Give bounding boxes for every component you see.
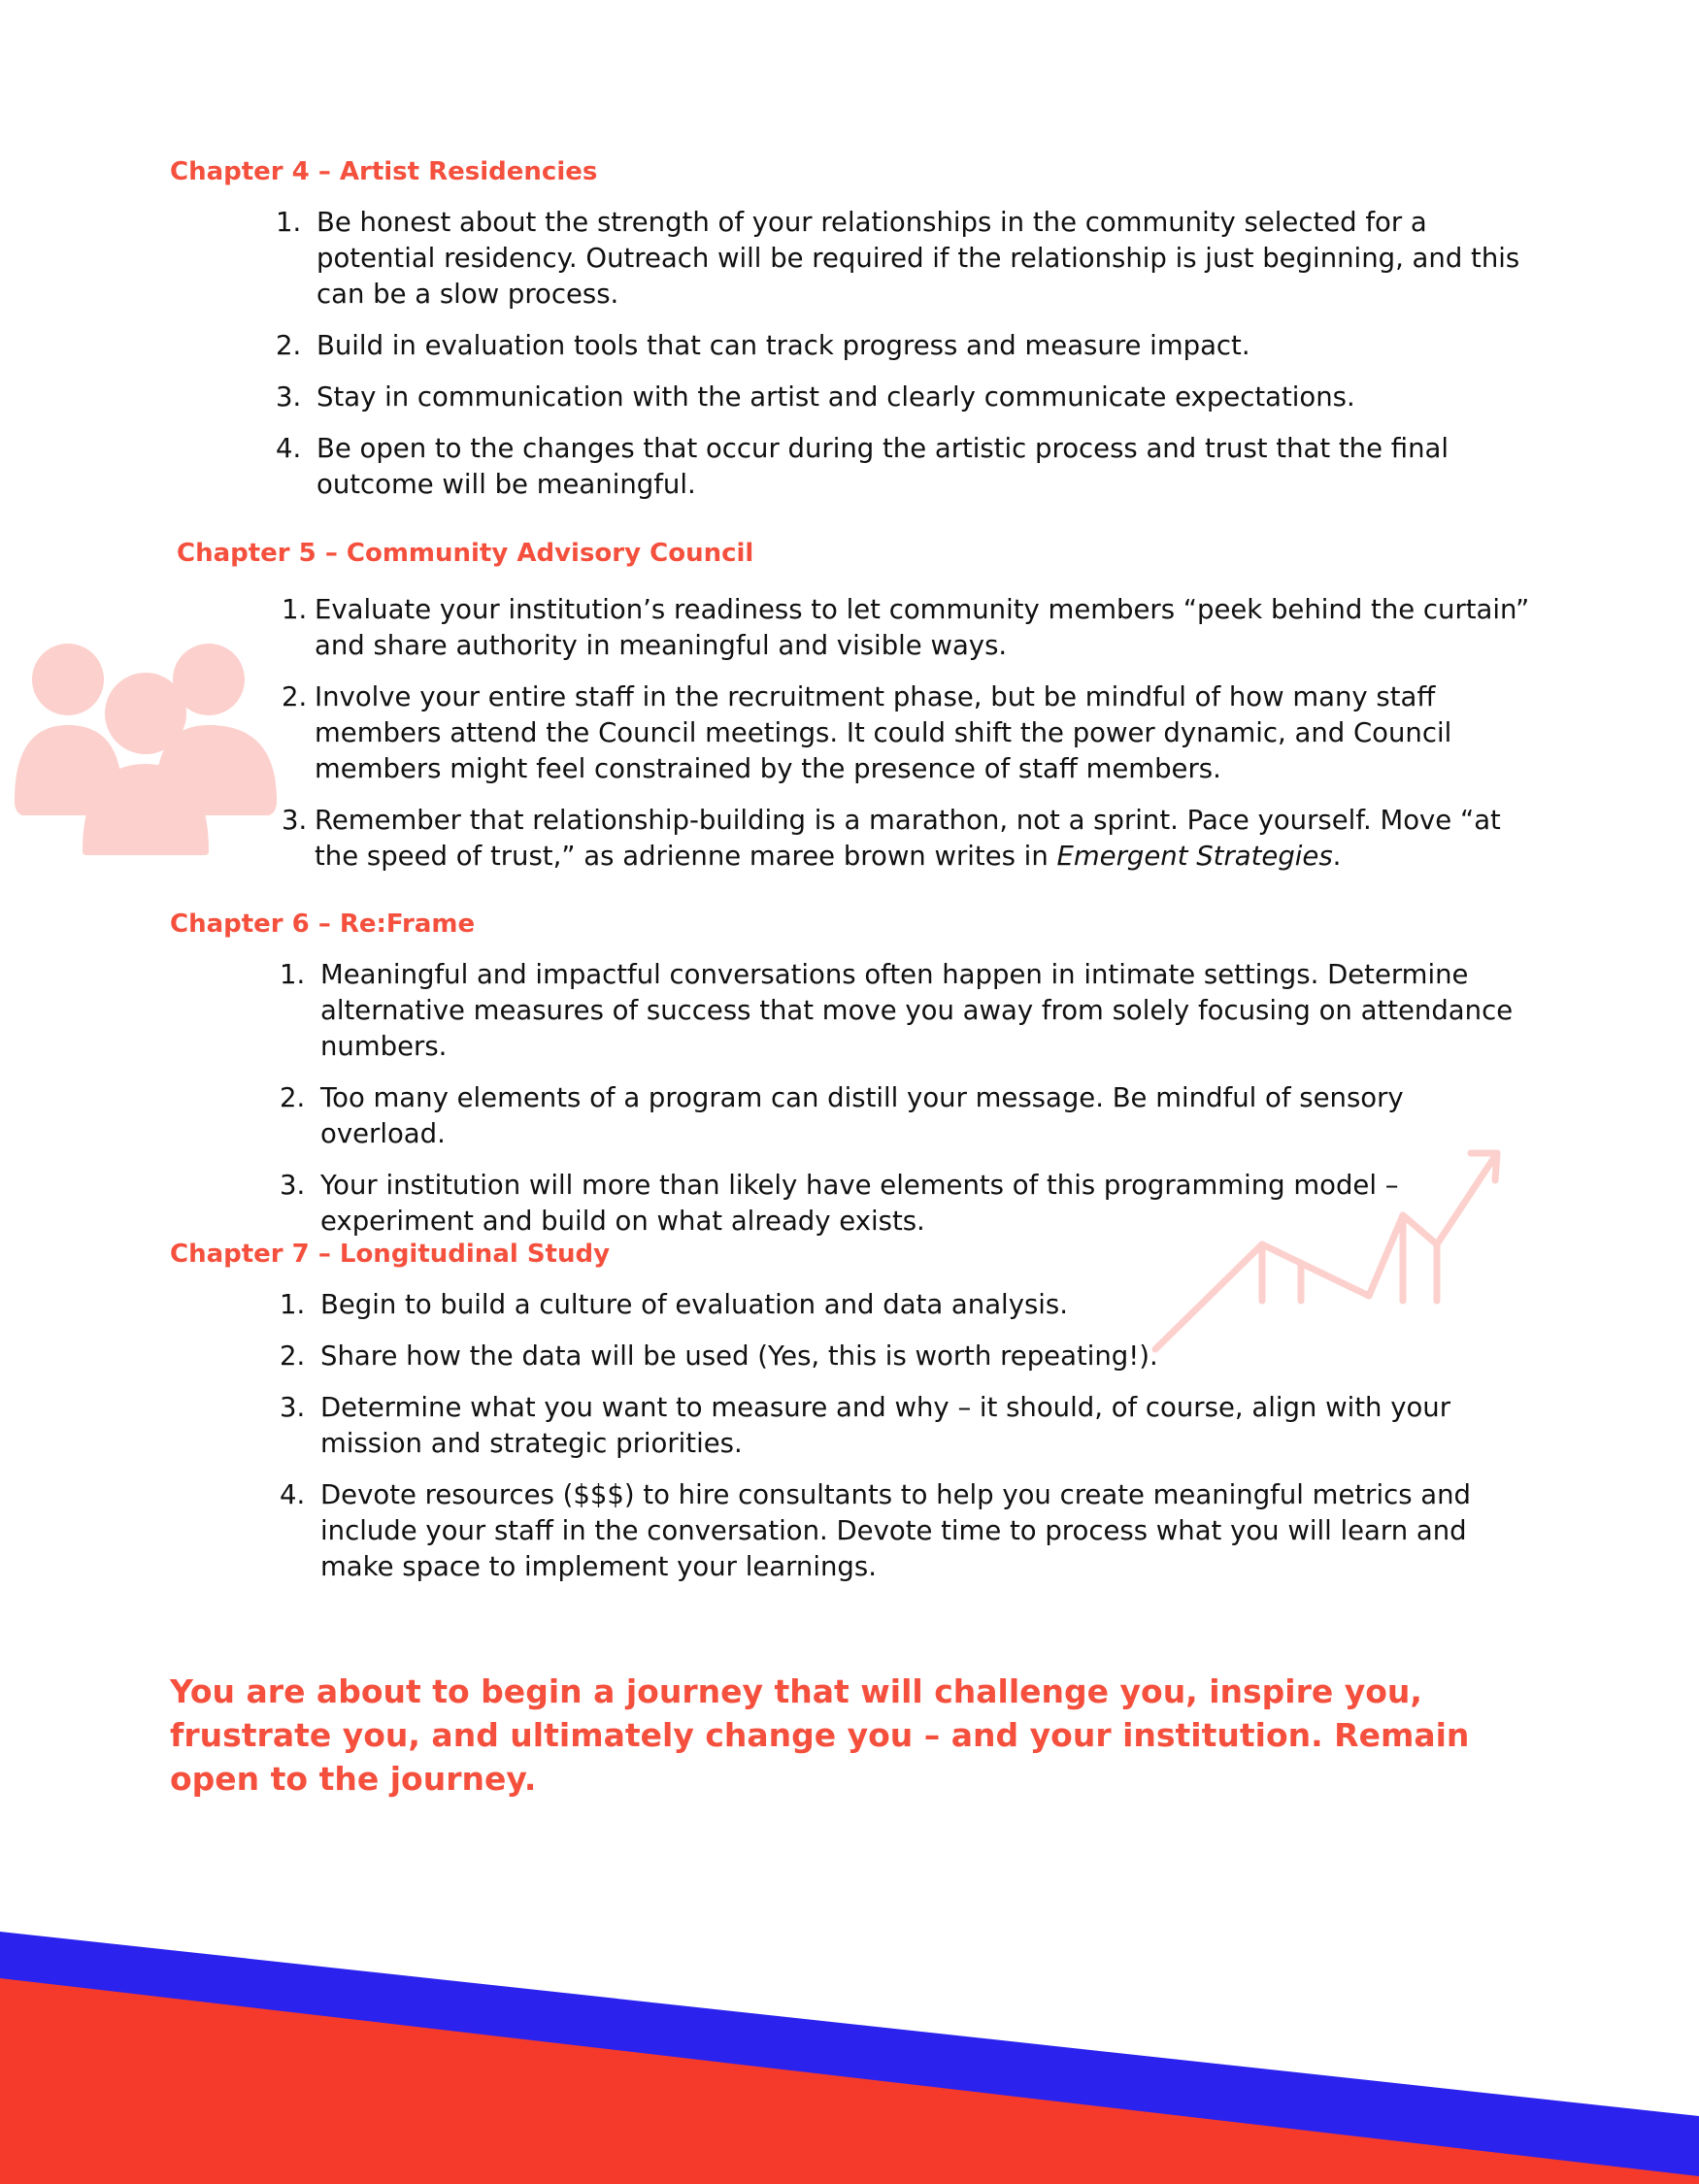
list-item: 2. Build in evaluation tools that can track progress and measure impact. — [276, 330, 1250, 361]
list-item: 1. Begin to build a culture of evaluation and data analysis. — [280, 1289, 1068, 1320]
chapter-5-list — [282, 592, 1534, 890]
people-group-icon — [15, 636, 277, 859]
chapter-6-heading: Chapter 6 – Re:Frame — [170, 910, 476, 939]
book-title: Emergent Strategies — [1056, 841, 1333, 872]
closing-statement: You are about to begin a journey that will challenge you, inspire you, frustrate you, and ultimately change you – and your institution. Remain open to the journey. — [170, 1672, 1470, 1798]
chapter-4-list — [276, 205, 1528, 518]
list-item: 4. Be open to the changes that occur during the artistic process and trust that the final outcome will be meaningful. — [276, 433, 1449, 500]
bottom-color-bands — [0, 1932, 1699, 2184]
list-item: 2. Share how the data will be used (Yes, this is worth repeating!). — [280, 1340, 1158, 1372]
list-item: 2. Involve your entire staff in the recruitment phase, but be mindful of how many staff members attend the Council meetings. It could shift the power dynamic, and Council members might feel constrained by the presence of staff members. — [282, 681, 1452, 784]
list-item: 1. Be honest about the strength of your relationships in the community selected for a potential residency. Outreach will be required if the relationship is just beginning, and this can be a slow process. — [276, 207, 1520, 310]
chapter-4-heading: Chapter 4 – Artist Residencies — [170, 157, 598, 186]
list-item: 4. Devote resources ($$$) to hire consultants to help you create meaningful metrics and include your staff in the conversation. Devote time to process what you will learn and make space to implement your learnings. — [280, 1479, 1472, 1582]
red-band — [0, 1978, 1699, 2184]
list-item: 1. Meaningful and impactful conversations often happen in intimate settings. Determine alternative measures of success that move you away from solely focusing on attendance numbers. — [280, 959, 1514, 1062]
list-item: 1. Evaluate your institution’s readiness to let community members “peek behind the curtain” and share authority in meaningful and visible ways. — [282, 594, 1530, 661]
list-item: 2. Too many elements of a program can distill your message. Be mindful of sensory overload. — [280, 1082, 1404, 1149]
list-item: 3. Stay in communication with the artist and clearly communicate expectations. — [276, 381, 1355, 413]
chapter-7-heading: Chapter 7 – Longitudinal Study — [170, 1240, 611, 1269]
list-item: 3. Remember that relationship-building is a marathon, not a sprint. Pace yourself. Move “at the speed of trust,” as adrienne maree brown writes in Emergent Strategies. — [282, 805, 1501, 872]
trending-up-arrow-icon — [1146, 1136, 1515, 1359]
list-item: 3. Determine what you want to measure and why – it should, of course, align with your mission and strategic priorities. — [280, 1392, 1451, 1459]
list-item: 3. Your institution will more than likely have elements of this programming model – experiment and build on what already exists. — [280, 1170, 1399, 1237]
chapter-5-heading: Chapter 5 – Community Advisory Council — [177, 539, 754, 568]
